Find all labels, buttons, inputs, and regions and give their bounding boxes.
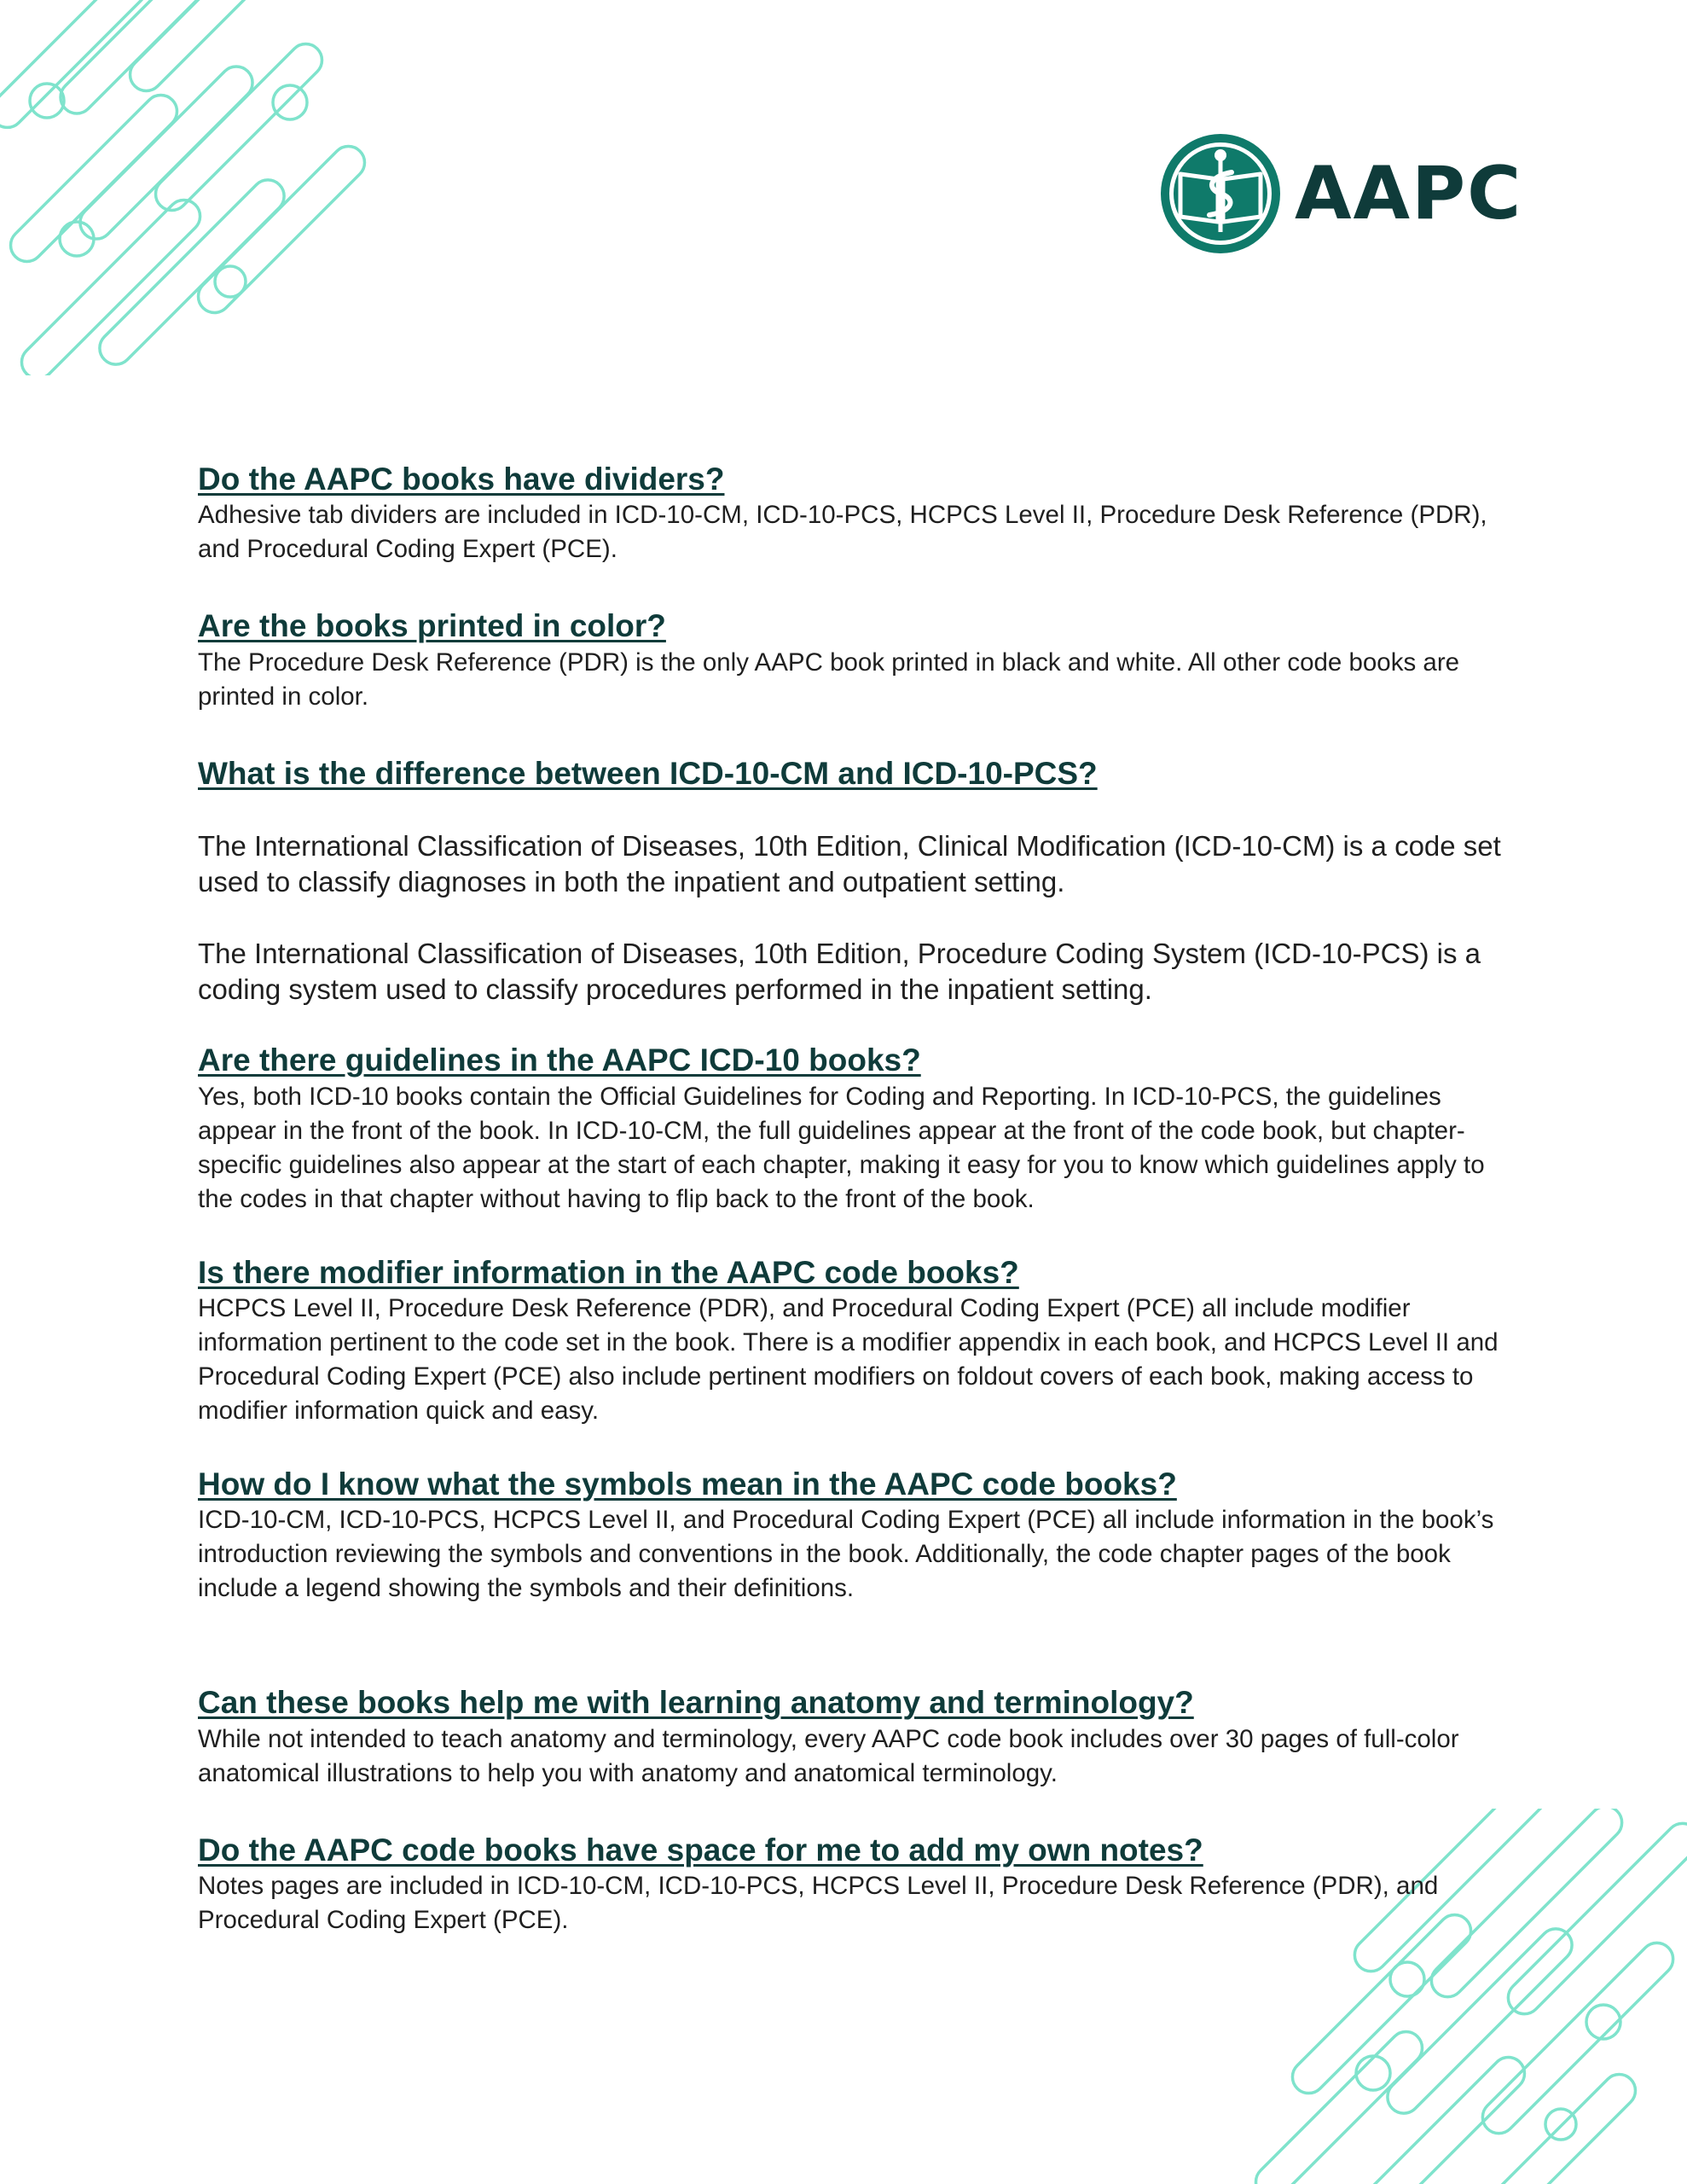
faq-answer: The International Classification of Diseases, 10th Edition, Clinical Modification (ICD-10-CM) is a code set used to classify diagnoses in both the inpatient and outpatient setting. [198, 830, 1501, 898]
faq-item [198, 755, 1503, 1008]
faq-answer: Yes, both ICD-10 books contain the Official Guidelines for Coding and Reporting. In ICD-10-PCS, the guidelines appear in the front of the book. In ICD-10-CM, the full guidelines appear at the front of the code book, but chapter-specific guidelines also appear at the start of each chapter, making it easy for you to know which guidelines apply to the codes in that chapter without having to flip back to the front of the book. [198, 1082, 1485, 1213]
faq-question: Are the books printed in color? [198, 608, 666, 644]
faq-answer: ICD-10-CM, ICD-10-PCS, HCPCS Level II, and Procedural Coding Expert (PCE) all include information in the book’s introduction reviewing the symbols and conventions in the book. Additionally, the code chapter pages of the book include a legend showing the symbols and their definitions. [198, 1506, 1494, 1603]
faq-item [198, 1466, 1503, 1606]
faq-answer: The Procedure Desk Reference (PDR) is the only AAPC book printed in black and white. All other code books are printed in color. [198, 648, 1460, 711]
faq-list [198, 461, 1503, 1937]
faq-question: Can these books help me with learning anatomy and terminology? [198, 1685, 1194, 1721]
faq-question: Do the AAPC books have dividers? [198, 462, 725, 497]
faq-answer: While not intended to teach anatomy and terminology, every AAPC code book includes over 30 pages of full-color anatomical illustrations to help you with anatomy and anatomical terminology. [198, 1724, 1459, 1787]
decorative-pattern-top-left [0, 0, 443, 375]
faq-item [198, 461, 1503, 566]
faq-item [198, 1042, 1503, 1216]
faq-question: How do I know what the symbols mean in the AAPC code books? [198, 1466, 1177, 1502]
faq-answer: HCPCS Level II, Procedure Desk Reference (PDR), and Procedural Coding Expert (PCE) all include modifier information pertinent to the code set in the book. There is a modifier appendix in each book, and HCPCS Level II and Procedural Coding Expert (PCE) also include pertinent modifiers on foldout covers of each book, making access to modifier information quick and easy. [198, 1293, 1499, 1425]
faq-answer: Adhesive tab dividers are included in ICD-10-CM, ICD-10-PCS, HCPCS Level II, Procedure Desk Reference (PDR), and Procedural Coding Expert (PCE). [198, 501, 1487, 564]
faq-question: Do the AAPC code books have space for me to add my own notes? [198, 1832, 1203, 1867]
faq-item [198, 607, 1503, 713]
faq-question: Is there modifier information in the AAPC code books? [198, 1254, 1019, 1290]
faq-question: What is the difference between ICD-10-CM and ICD-10-PCS? [198, 755, 1098, 791]
faq-item [198, 1832, 1503, 1937]
faq-question: Are there guidelines in the AAPC ICD-10 books? [198, 1043, 921, 1078]
aapc-logo [1157, 130, 1523, 258]
faq-item [198, 1254, 1503, 1428]
faq-item [198, 1684, 1503, 1790]
aapc-wordmark: AAPC [1295, 151, 1523, 236]
faq-answer: The International Classification of Diseases, 10th Edition, Procedure Coding System (ICD-10-PCS) is a coding system used to classify procedures performed in the inpatient setting. [198, 938, 1481, 1006]
aapc-caduceus-book-icon [1157, 130, 1284, 258]
faq-answer: Notes pages are included in ICD-10-CM, ICD-10-PCS, HCPCS Level II, Procedure Desk Reference (PDR), and Procedural Coding Expert (PCE). [198, 1872, 1439, 1935]
